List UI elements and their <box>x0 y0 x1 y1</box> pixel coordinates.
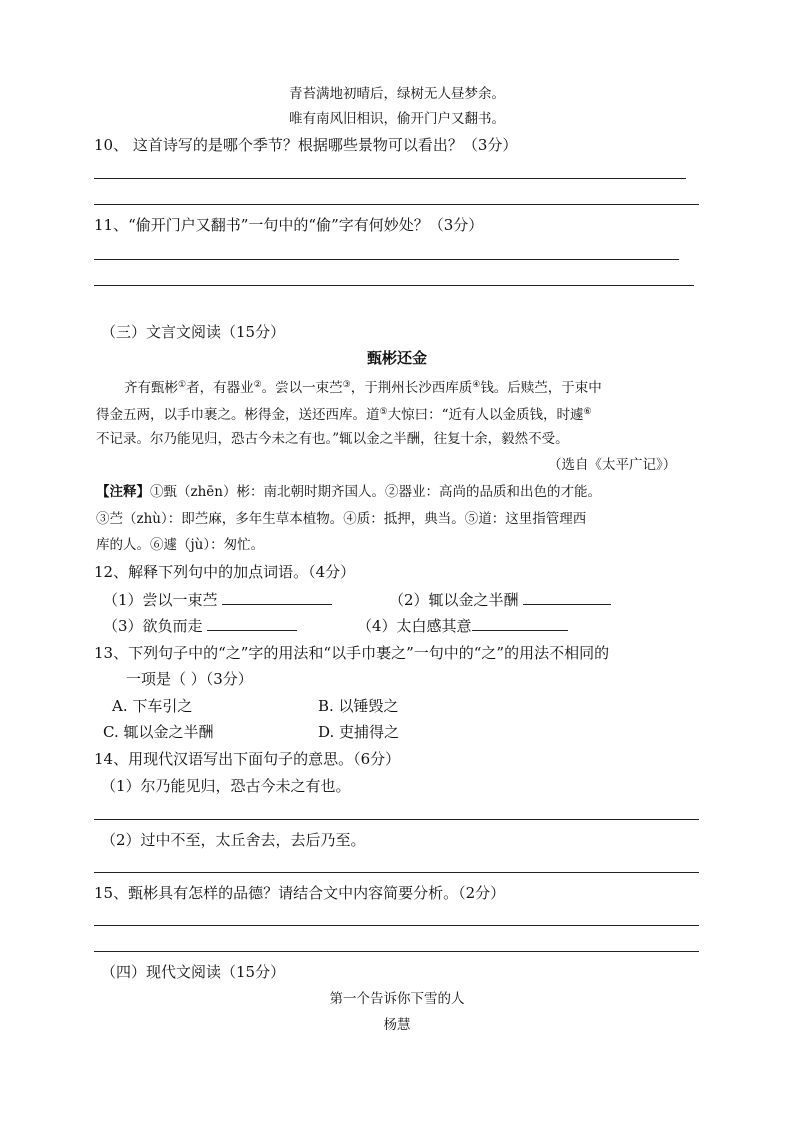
answer-line[interactable] <box>94 285 694 286</box>
answer-line[interactable] <box>94 178 686 179</box>
question-13-cont: 一项是（ ）（3分） <box>126 670 253 688</box>
question-14: 14、用现代汉语写出下面句子的意思。（6分） <box>94 750 401 768</box>
answer-blank[interactable] <box>523 590 611 605</box>
answer-blank[interactable] <box>472 616 568 631</box>
q14-sentence-1: （1）尔乃能见归，恐古今未之有也。 <box>101 777 351 795</box>
passage-source: （选自《太平广记》） <box>548 457 677 473</box>
question-10: 10、 这首诗写的是哪个季节？根据哪些景物可以看出？（3分） <box>94 136 518 154</box>
question-15: 15、甄彬具有怎样的品德？请结合文中内容简要分析。（2分） <box>94 884 506 902</box>
option-d[interactable]: D. 吏捕得之 <box>318 723 400 741</box>
poem-line-2: 唯有南风旧相识，偷开门户又翻书。 <box>289 111 505 127</box>
passage-title: 甄彬还金 <box>366 349 427 367</box>
passage-line-2: 得金五两，以手巾裹之。彬得金，送还西库。道⑤大惊曰：“近有人以金质钱，时遽⑥ <box>96 407 592 423</box>
question-12: 12、解释下列句中的加点词语。（4分） <box>94 563 356 581</box>
answer-blank[interactable] <box>222 590 332 605</box>
passage-line-3: 不记录。尔乃能见归，恐古今未之有也。”辄以金之半酬，往复十余，毅然不受。 <box>96 431 569 447</box>
q14-sentence-2: （2）过中不至，太丘舍去，去后乃至。 <box>101 831 366 849</box>
passage-line-1: 齐有甄彬①者，有器业②。尝以一束苎③，于荆州长沙西库质④钱。后赎苎，于束中 <box>124 380 602 396</box>
section-4-heading: （四）现代文阅读（15分） <box>101 963 286 981</box>
answer-line[interactable] <box>94 925 699 926</box>
notes-line-2: ③苎（zhù）：即苎麻，多年生草本植物。④质：抵押，典当。⑤道：这里指管理西 <box>96 511 587 527</box>
q12-item-1: （1）尝以一束苎 <box>103 590 332 610</box>
answer-line[interactable] <box>94 819 699 820</box>
question-11: 11、“偷开门户又翻书”一句中的“偷”字有何妙处？（3分） <box>94 216 484 234</box>
answer-blank[interactable] <box>207 616 297 631</box>
poem-line-1: 青苔满地初晴后，绿树无人昼梦余。 <box>289 86 505 102</box>
answer-line[interactable] <box>94 872 699 873</box>
article-author: 杨慧 <box>383 1017 411 1033</box>
article-title: 第一个告诉你下雪的人 <box>329 991 465 1007</box>
notes-line-3: 库的人。⑥遽（jù）：匆忙。 <box>96 537 265 553</box>
q12-item-2: （2）辄以金之半酬 <box>389 590 611 610</box>
question-13: 13、下列句子中的“之”字的用法和“以手巾裹之”一句中的“之”的用法不相同的 <box>94 644 610 662</box>
notes-line-1: 【注释】①甄（zhēn）彬：南北朝时期齐国人。②器业：高尚的品质和出色的才能。 <box>96 484 601 500</box>
q12-item-4: （4）太白感其意 <box>357 616 568 636</box>
answer-line[interactable] <box>94 204 699 205</box>
answer-line[interactable] <box>94 951 699 952</box>
option-b[interactable]: B. 以锤毁之 <box>318 697 399 715</box>
answer-line[interactable] <box>94 259 679 260</box>
option-c[interactable]: C. 辄以金之半酬 <box>103 723 214 741</box>
q12-item-3: （3）欲负而走 <box>103 616 297 636</box>
section-3-heading: （三）文言文阅读（15分） <box>101 323 286 341</box>
option-a[interactable]: A. 下车引之 <box>112 697 193 715</box>
